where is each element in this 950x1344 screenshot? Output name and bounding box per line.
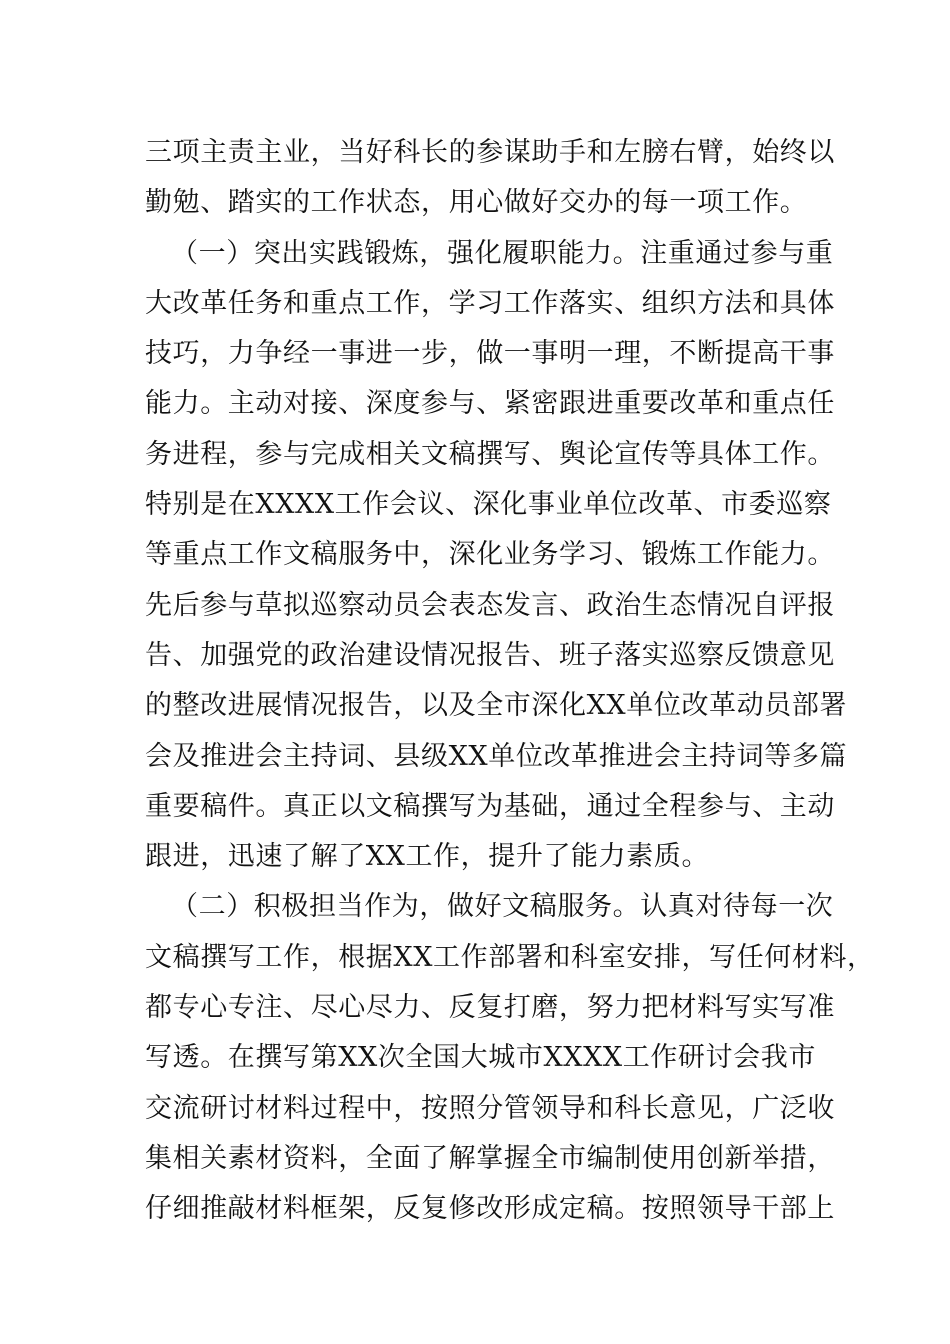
text-line: 交流研讨材料过程中，按照分管领导和科长意见，广泛收: [145, 1092, 835, 1124]
text-line: 的整改进展情况报告，以及全市深化XX单位改革动员部署: [145, 690, 848, 722]
text-line: 大改革任务和重点工作，学习工作落实、组织方法和具体: [145, 287, 835, 319]
text-line: 特别是在XXXX工作会议、深化事业单位改革、市委巡察: [145, 489, 832, 521]
text-line: 重要稿件。真正以文稿撰写为基础，通过全程参与、主动: [145, 790, 835, 822]
text-line: 能力。主动对接、深度参与、紧密跟进重要改革和重点任: [145, 388, 835, 420]
text-line: 集相关素材资料，全面了解掌握全市编制使用创新举措，: [145, 1142, 835, 1174]
body-text: [145, 128, 875, 1235]
text-line: 务进程，参与完成相关文稿撰写、舆论宣传等具体工作。: [145, 438, 835, 470]
text-line: 告、加强党的政治建设情况报告、班子落实巡察反馈意见: [145, 639, 835, 671]
text-line: 都专心专注、尽心尽力、反复打磨，努力把材料写实写准: [145, 992, 835, 1024]
text-line: 会及推进会主持词、县级XX单位改革推进会主持词等多篇: [145, 740, 848, 772]
text-line: 跟进，迅速了解了XX工作，提升了能力素质。: [145, 841, 710, 873]
text-line: 仔细推敲材料框架，反复修改形成定稿。按照领导干部上: [145, 1193, 835, 1225]
text-line: 勤勉、踏实的工作状态，用心做好交办的每一项工作。: [145, 187, 808, 219]
text-line: 先后参与草拟巡察动员会表态发言、政治生态情况自评报: [145, 589, 835, 621]
text-line: 等重点工作文稿服务中，深化业务学习、锻炼工作能力。: [145, 539, 835, 571]
text-line: 三项主责主业，当好科长的参谋助手和左膀右臂，始终以: [145, 137, 835, 168]
text-line: 写透。在撰写第XX次全国大城市XXXX工作研讨会我市: [145, 1042, 816, 1074]
text-line: 文稿撰写工作，根据XX工作部署和科室安排，写任何材料，: [145, 941, 875, 973]
paragraph-heading-line: （二）积极担当作为，做好文稿服务。认真对待每一次: [171, 891, 834, 923]
text-line: 技巧，力争经一事进一步，做一事明一理，不断提高干事: [145, 338, 835, 370]
paragraph-heading-line: （一）突出实践锻炼，强化履职能力。注重通过参与重: [171, 237, 834, 269]
